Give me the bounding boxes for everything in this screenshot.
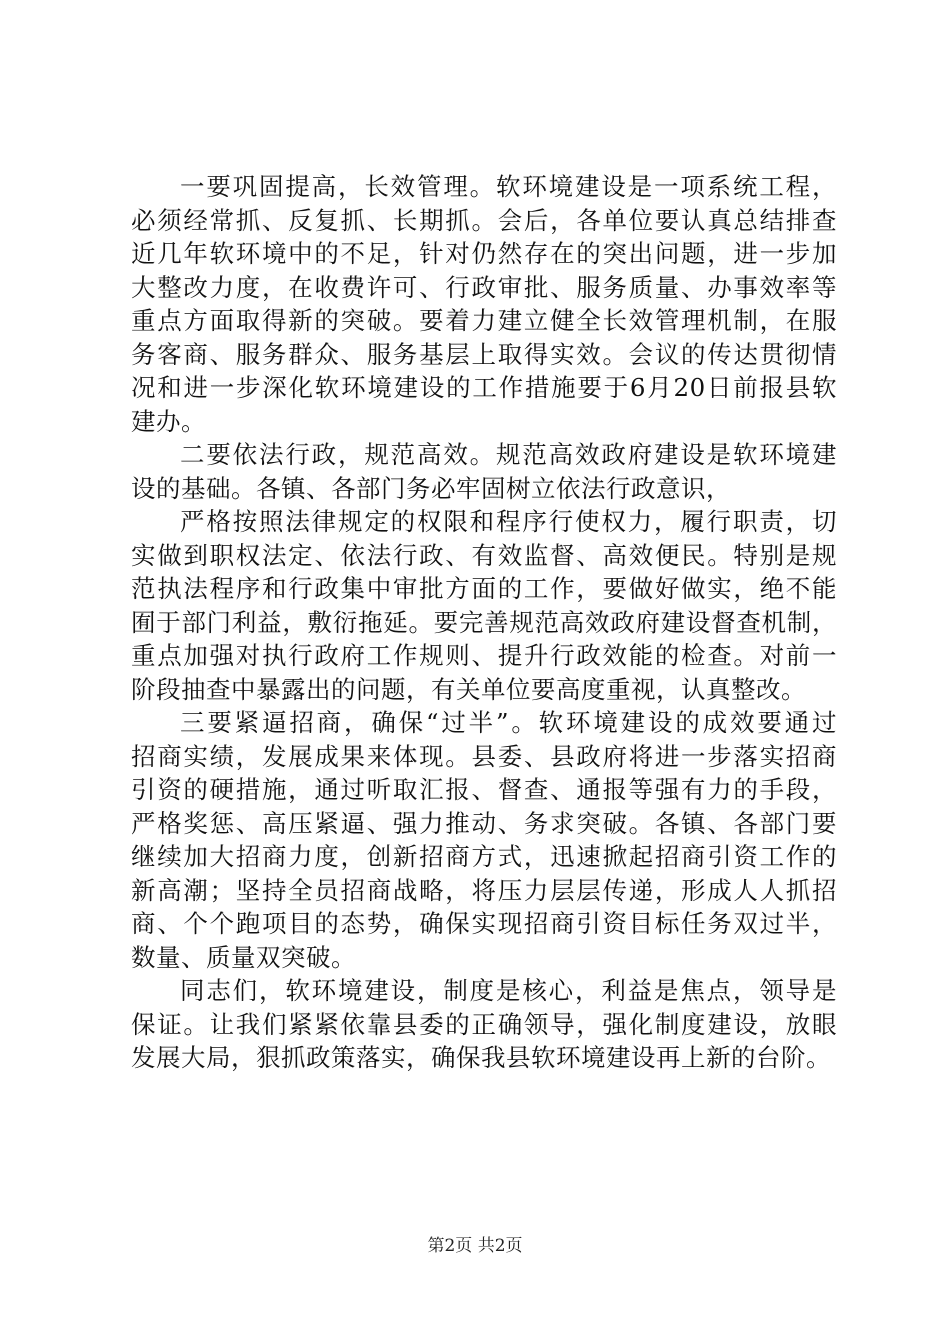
paragraph-investment <box>131 706 837 974</box>
text-line: 近几年软环境中的不足，针对仍然存在的突出问题，进一步加 <box>131 239 837 268</box>
text-line: 严格按照法律规定的权限和程序行使权力，履行职责，切 <box>180 507 837 536</box>
text-line: 一要巩固提高，长效管理。软环境建设是一项系统工程， <box>180 172 837 201</box>
text-line: 保证。让我们紧紧依靠县委的正确领导，强化制度建设，放眼 <box>131 1009 837 1039</box>
page-number-footer: 第2页 共2页 <box>427 1236 523 1256</box>
text-line: 务客商、服务群众、服务基层上取得实效。会议的传达贯彻情 <box>131 339 837 369</box>
text-line: 引资的硬措施，通过听取汇报、督查、通报等强有力的手段， <box>131 775 837 804</box>
text-line: 重点方面取得新的突破。要着力建立健全长效管理机制，在服 <box>131 306 837 335</box>
text-line: 二要依法行政，规范高效。规范高效政府建设是软环境建 <box>180 440 837 469</box>
text-line: 重点加强对执行政府工作规则、提升行政效能的检查。对前一 <box>131 641 837 670</box>
text-line: 实做到职权法定、依法行政、有效监督、高效便民。特别是规 <box>131 540 837 570</box>
text-line: 况和进一步深化软环境建设的工作措施要于6月20日前报县软 <box>131 373 837 402</box>
text-line: 三要紧逼招商，确保“过半”。软环境建设的成效要通过 <box>180 708 837 737</box>
paragraph-power-exercise <box>131 505 837 706</box>
text-line: 建办。 <box>131 406 206 436</box>
text-line: 严格奖惩、高压紧逼、强力推动、务求突破。各镇、各部门要 <box>131 808 837 838</box>
text-line: 范执法程序和行政集中审批方面的工作，要做好做实，绝不能 <box>131 574 837 603</box>
text-line: 商、个个跑项目的态势，确保实现招商引资目标任务双过半， <box>131 909 837 938</box>
text-line: 囿于部门利益，敷衍拖延。要完善规范高效政府建设督查机制， <box>131 607 837 637</box>
text-line: 数量、质量双突破。 <box>131 942 356 972</box>
paragraph-closing <box>131 974 837 1075</box>
text-line: 发展大局，狠抓政策落实，确保我县软环境建设再上新的台阶。 <box>131 1043 831 1072</box>
body-text <box>131 170 837 1075</box>
text-line: 设的基础。各镇、各部门务必牢固树立依法行政意识， <box>131 473 731 503</box>
text-line: 大整改力度，在收费许可、行政审批、服务质量、办事效率等 <box>131 272 837 302</box>
text-line: 招商实绩，发展成果来体现。县委、县政府将进一步落实招商 <box>131 741 837 771</box>
paragraph-law-administration <box>131 438 837 505</box>
text-line: 必须经常抓、反复抓、长期抓。会后，各单位要认真总结排查 <box>131 205 837 235</box>
text-line: 同志们，软环境建设，制度是核心，利益是焦点，领导是 <box>180 976 837 1005</box>
text-line: 继续加大招商力度，创新招商方式，迅速掀起招商引资工作的 <box>131 842 837 871</box>
text-line: 新高潮；坚持全员招商战略，将压力层层传递，形成人人抓招 <box>131 875 837 905</box>
paragraph-consolidate <box>131 170 837 438</box>
text-line: 阶段抽查中暴露出的问题，有关单位要高度重视，认真整改。 <box>131 674 806 704</box>
